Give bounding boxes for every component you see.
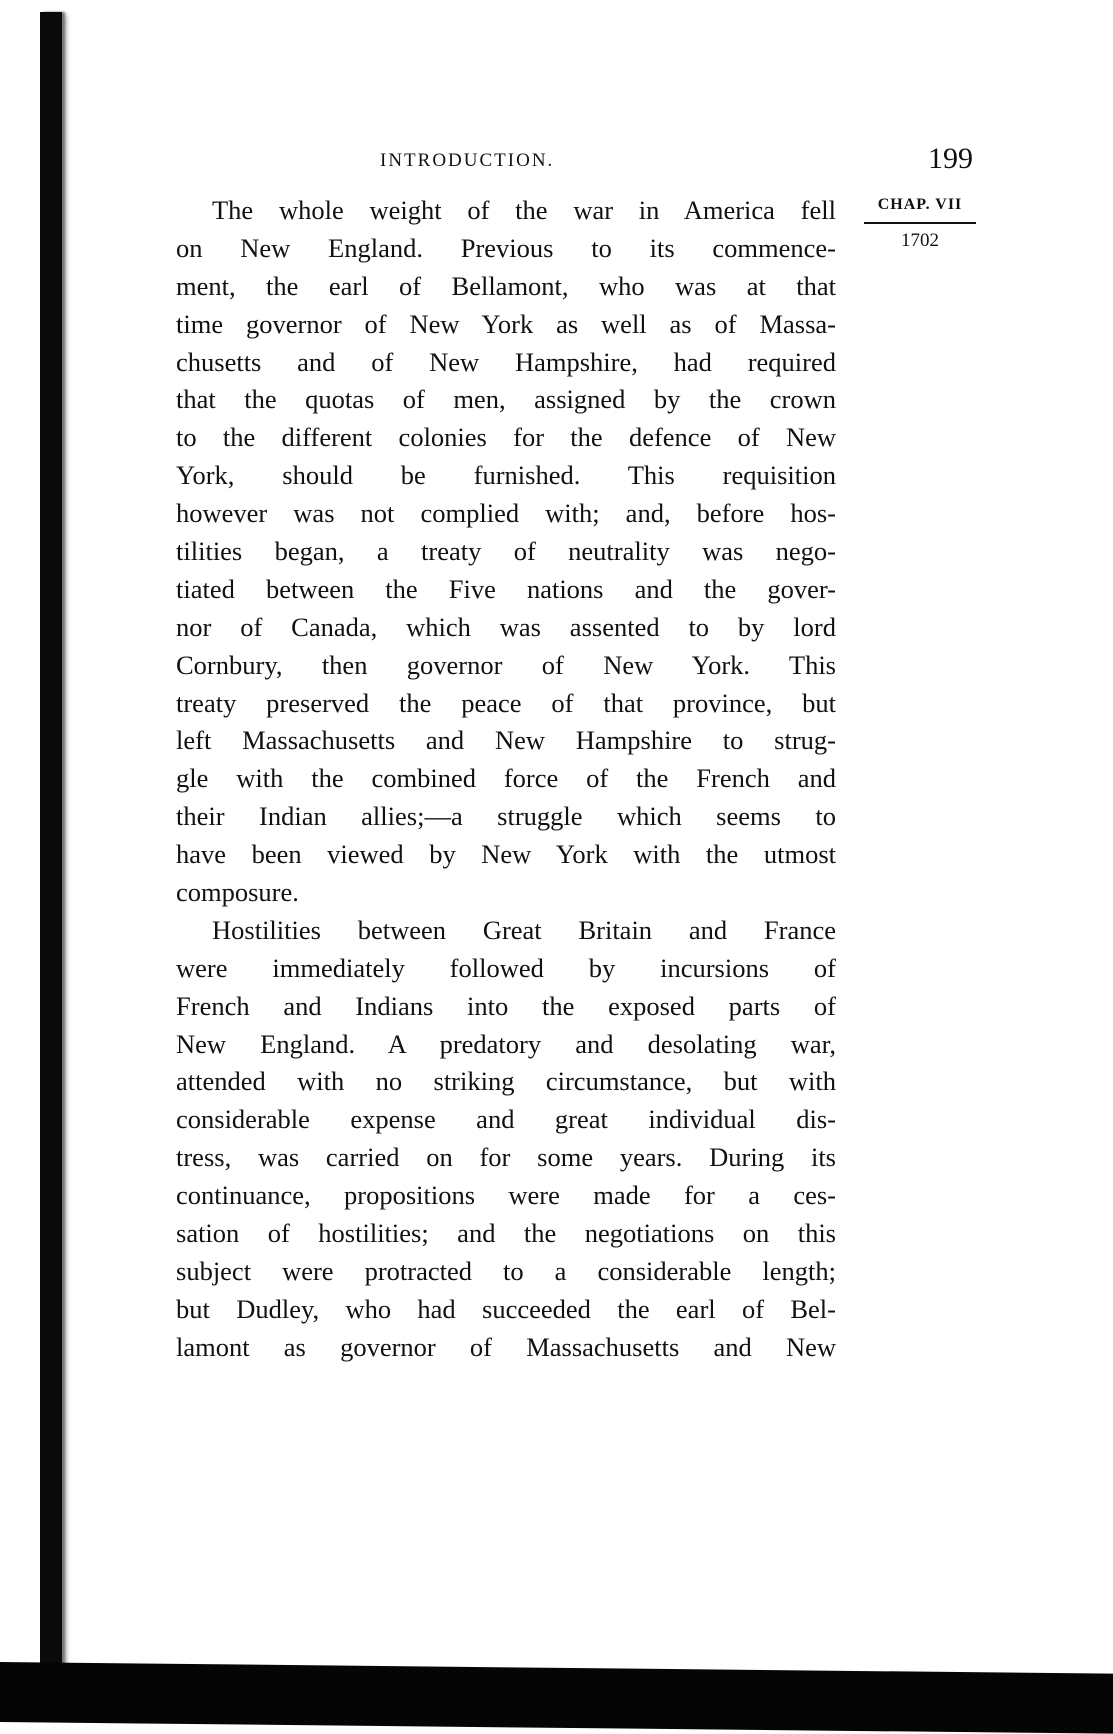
margin-year: 1702 xyxy=(901,230,939,251)
text-line: tilities began, a treaty of neutrality was nego- xyxy=(176,536,836,567)
text-line: time governor of New York as well as of Massa- xyxy=(176,308,836,339)
text-line: treaty preserved the peace of that province, but xyxy=(176,687,836,718)
text-line: to the different colonies for the defence of New xyxy=(176,422,836,453)
text-line: composure. xyxy=(176,877,299,908)
text-line: nor of Canada, which was assented to by lord xyxy=(176,611,836,642)
text-line: chusetts and of New Hampshire, had required xyxy=(176,346,836,377)
text-line: French and Indians into the exposed parts of xyxy=(176,990,836,1021)
text-line: on New England. Previous to its commence- xyxy=(176,232,836,263)
text-line: Hostilities between Great Britain and France xyxy=(212,914,836,945)
margin-note xyxy=(864,196,976,252)
text-line: The whole weight of the war in America fell xyxy=(212,195,836,225)
text-line: tress, was carried on for some years. During its xyxy=(176,1142,836,1173)
page-number: 199 xyxy=(928,142,973,175)
chapter-label: CHAP. VII xyxy=(877,196,963,213)
text-line: sation of hostilities; and the negotiations on this xyxy=(176,1218,836,1249)
body-text xyxy=(176,192,836,1367)
text-line: left Massachusetts and New Hampshire to strug- xyxy=(176,725,836,756)
text-line: considerable expense and great individual dis- xyxy=(176,1104,836,1135)
text-line: tiated between the Five nations and the gover- xyxy=(176,573,836,604)
text-line: continuance, propositions were made for a ces- xyxy=(176,1180,836,1211)
text-line: subject were protracted to a considerable length; xyxy=(176,1255,836,1286)
text-line: that the quotas of men, assigned by the crown xyxy=(176,384,836,415)
book-spine-shadow xyxy=(40,12,62,1702)
paragraph-2 xyxy=(176,912,836,1367)
running-title: INTRODUCTION. xyxy=(380,150,555,171)
text-line: attended with no striking circumstance, but with xyxy=(176,1066,836,1097)
text-line: ment, the earl of Bellamont, who was at that xyxy=(176,270,836,301)
margin-rule xyxy=(864,222,976,224)
scan-edge-bar xyxy=(0,1662,1113,1734)
text-line: their Indian allies;—a struggle which seems to xyxy=(176,801,836,832)
text-line: Cornbury, then governor of New York. This xyxy=(176,649,836,680)
text-line: gle with the combined force of the French and xyxy=(176,763,836,794)
paragraph-1 xyxy=(176,192,836,912)
text-line: but Dudley, who had succeeded the earl of Bel- xyxy=(176,1293,836,1324)
text-line: lamont as governor of Massachusetts and New xyxy=(176,1331,836,1362)
text-line: however was not complied with; and, before hos- xyxy=(176,498,836,529)
text-line: were immediately followed by incursions of xyxy=(176,952,836,983)
text-line: York, should be furnished. This requisition xyxy=(176,460,836,491)
text-line: New England. A predatory and desolating war, xyxy=(176,1028,836,1059)
text-line: have been viewed by New York with the utmost xyxy=(176,839,836,870)
